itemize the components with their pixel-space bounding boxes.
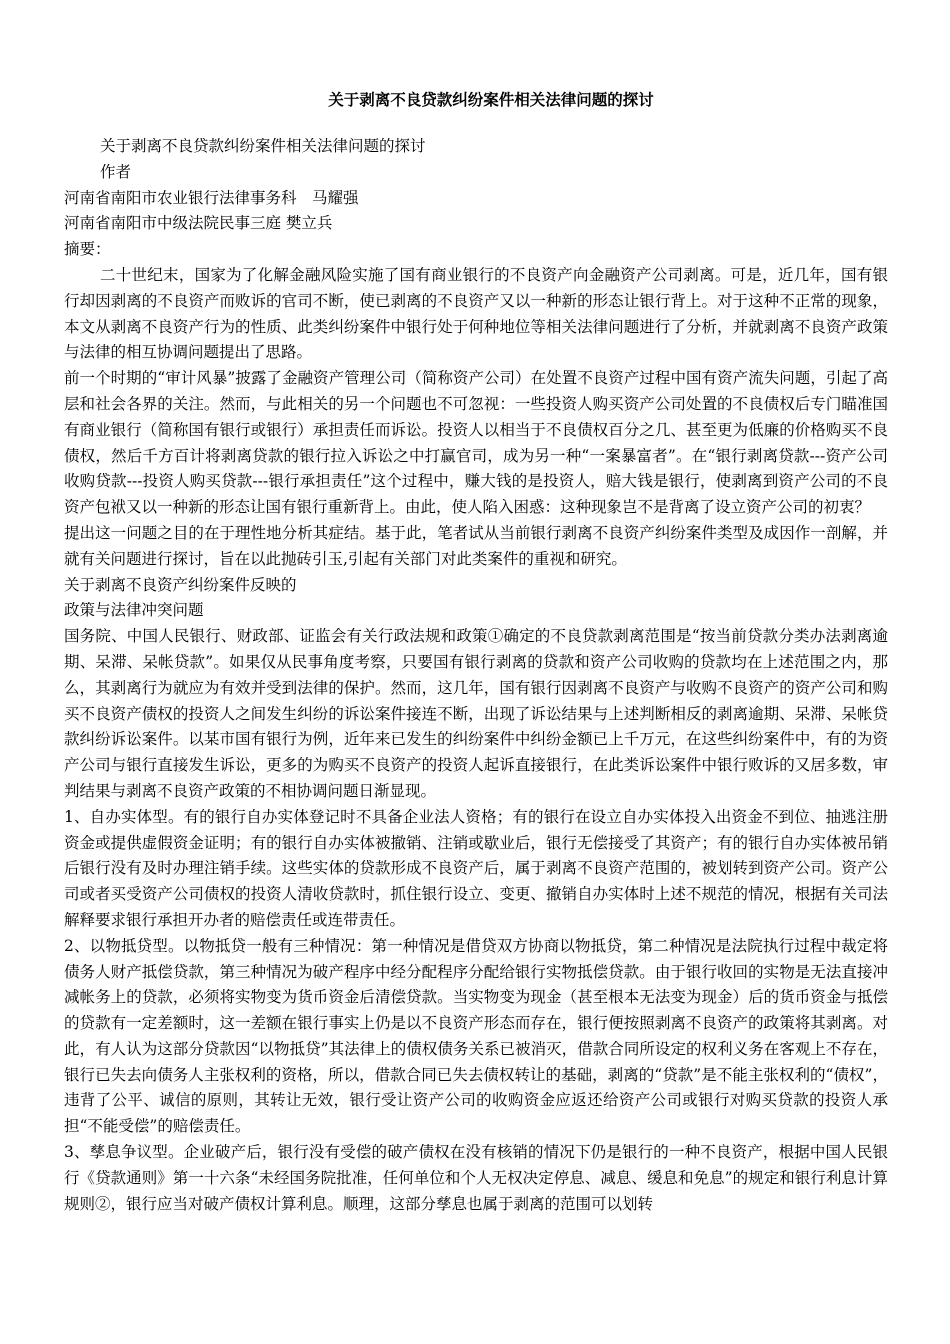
paragraph: 2、以物抵贷型。以物抵贷一般有三种情况：第一种情况是借贷双方协商以物抵贷，第二种情况是法院执行过程中裁定将债务人财产抵偿贷款，第三种情况为破产程序中经分配程序分配给银行实物抵偿贷款。由于银行收回的实物是无法直接冲减帐务上的贷款，必须将实物变为货币资金后清偿贷款。当实物变为现金（甚至根本无法变为现金）后的货币资金与抵偿的贷款有一定差额时，这一差额在银行事实上仍是以不良资产形态而存在，银行便按照剥离不良资产的政策将其剥离。对此，有人认为这部分贷款因“以物抵贷”其法律上的债权债务关系已被消灭，借款合同所设定的权利义务在客观上不存在，银行已失去向债务人主张权利的资格，所以，借款合同已失去债权转让的基础，剥离的“贷款”是不能主张权利的“债权”，违背了公平、诚信的原则，其转让无效，银行受让资产公司的收购资金应返还给资产公司或银行对购买贷款的投资人承担“不能受偿”的赔偿责任。 — [64, 936, 888, 1136]
document-page — [64, 88, 888, 1217]
paragraph: 国务院、中国人民银行、财政部、证监会有关行政法规和政策①确定的不良贷款剥离范围是“按当前贷款分类办法剥离逾期、呆滞、呆帐贷款”。如果仅从民事角度考察，只要国有银行剥离的贷款和资产公司收购的贷款均在上述范围之内，那么，其剥离行为就应为有效并受到法律的保护。然而，这几年，国有银行因剥离不良资产与收购不良资产的资产公司和购买不良资产债权的投资人之间发生纠纷的诉讼案件接连不断，出现了诉讼结果与上述判断相反的剥离逾期、呆滞、呆帐贷款纠纷诉讼案件。以某市国有银行为例，近年来已发生的纠纷案件中纠纷金额已上千万元，在这些纠纷案件中，有的为资产公司与银行直接发生诉讼，更多的为购买不良资产的投资人起诉直接银行，在此类诉讼案件中银行败诉的又居多数，审判结果与剥离不良资产政策的不相协调问题日渐显现。 — [64, 627, 888, 800]
paragraph: 1、自办实体型。有的银行自办实体登记时不具备企业法人资格；有的银行在设立自办实体投入出资金不到位、抽逃注册资金或提供虚假资金证明；有的银行自办实体被撤销、注销或歇业后，银行无偿接受了其资产；有的银行自办实体被吊销后银行没有及时办理注销手续。这些实体的贷款形成不良资产后，属于剥离不良资产范围的，被划转到资产公司。资产公司或者买受资产公司债权的投资人清收贷款时，抓住银行设立、变更、撤销自办实体时上述不规范的情况，根据有关司法解释要求银行承担开办者的赔偿责任或连带责任。 — [64, 807, 888, 929]
paragraph: 政策与法律冲突问题 — [64, 601, 204, 620]
paragraph: 摘要： — [64, 240, 111, 259]
paragraph: 关于剥离不良资产纠纷案件反映的 — [64, 575, 297, 594]
paragraph: 关于剥离不良贷款纠纷案件相关法律问题的探讨 — [100, 137, 426, 155]
paragraph: 二十世纪末，国家为了化解金融风险实施了国有商业银行的不良资产向金融资产公司剥离。可是，近几年，国有银行却因剥离的不良资产而败诉的官司不断，使已剥离的不良资产又以一种新的形态让银行背上。对于这种不正常的现象，本文从剥离不良资产行为的性质、此类纠纷案件中银行处于何种地位等相关法律问题进行了分析，并就剥离不良资产政策与法律的相互协调问题提出了思路。 — [64, 265, 888, 362]
paragraph: 河南省南阳市农业银行法律事务科 马耀强 — [64, 188, 359, 207]
paragraph: 作者 — [100, 162, 132, 181]
document-body — [64, 134, 888, 1217]
document-title: 关于剥离不良贷款纠纷案件相关法律问题的探讨 — [328, 91, 654, 109]
paragraph: 提出这一问题之目的在于理性地分析其症结。基于此，笔者试从当前银行剥离不良资产纠纷案件类型及成因作一剖解，并就有关问题进行探讨，旨在以此抛砖引玉,引起有关部门对此类案件的重视和研究。 — [64, 523, 888, 568]
paragraph: 前一个时期的“审计风暴”披露了金融资产管理公司（简称资产公司）在处置不良资产过程中国有资产流失问题，引起了高层和社会各界的关注。然而，与此相关的另一个问题也不可忽视：一些投资人购买资产公司处置的不良债权后专门瞄准国有商业银行（简称国有银行或银行）承担责任而诉讼。投资人以相当于不良债权百分之几、甚至更为低廉的价格购买不良债权，然后千方百计将剥离贷款的银行拉入诉讼之中打赢官司，成为另一种“一案暴富者”。在“银行剥离贷款---资产公司收购贷款---投资人购买贷款---银行承担责任”这个过程中，赚大钱的是投资人，赔大钱是银行，使剥离到资产公司的不良资产包袱又以一种新的形态让国有银行重新背上。由此，使人陷入困惑：这种现象岂不是背离了设立资产公司的初衷？ — [64, 369, 888, 517]
paragraph: 河南省南阳市中级法院民事三庭 樊立兵 — [64, 214, 333, 233]
paragraph: 3、孳息争议型。企业破产后，银行没有受偿的破产债权在没有核销的情况下仍是银行的一种不良资产，根据中国人民银行《贷款通则》第一十六条“未经国务院批准，任何单位和个人无权决定停息、减息、缓息和免息”的规定和银行利息计算规则②，银行应当对破产债权计算利息。顺理，这部分孳息也属于剥离的范围可以划转 — [64, 1143, 888, 1213]
